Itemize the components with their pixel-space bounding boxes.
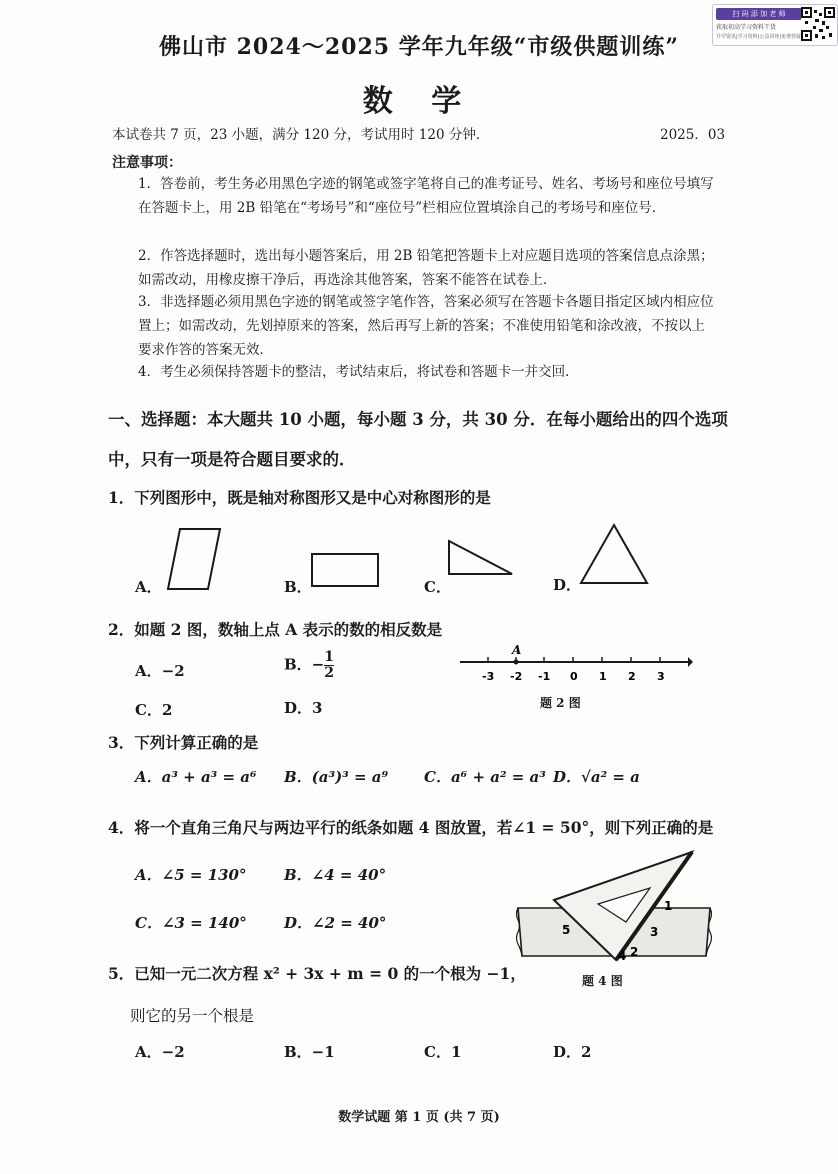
exam-date: 2025．03 [660,127,726,143]
denominator: 2 [324,665,334,681]
q2-option-c[interactable]: C．2 [135,701,173,719]
tick-label: 2 [628,670,636,683]
arrow-icon [688,657,693,667]
equilateral-triangle-figure [578,522,650,586]
tick-label: 3 [657,670,665,683]
parallelogram-figure [164,527,224,591]
angle-label: 5 [562,923,571,937]
notice-item: 1．答卷前，考生务必用黑色字迹的钢笔或签字笔将自己的准考证号、姓名、考场号和座位号填写在答题卡上，用 2B 铅笔在“考场号”和“座位号”栏相应位置填涂自己的考场号和座位号． [138,176,714,216]
figure-4-caption: 题 4 图 [582,974,623,988]
angle-label: 1 [664,899,673,913]
point-a [514,660,519,665]
q1-option-b-label[interactable]: B． [284,578,312,596]
triangle-ruler-figure [514,850,714,966]
fraction [324,650,334,681]
subject-title: 数 学 [362,84,476,119]
q2-option-b[interactable] [284,650,334,681]
page-footer: 数学试题 第 1 页 (共 7 页) [338,1110,500,1125]
q5-option-a[interactable]: A．−2 [135,1043,185,1061]
section-heading-cont: 中，只有一项是符合题目要求的． [108,450,356,469]
question-5-stem-cont: 则它的另一个根是 [130,1007,255,1025]
notice-item: 3．非选择题必须用黑色字迹的钢笔或签字笔作答，答案必须写在答题卡各题目指定区域内相应位置上；如需改动，先划掉原来的答案，然后再写上新的答案；不准使用铅笔和涂改液，不按以上要求作答的答案无效． [138,294,714,358]
angle-label: 3 [650,925,659,939]
q1-option-d-label[interactable]: D． [553,576,582,594]
rectangle-figure [310,552,382,590]
number-line-figure [456,640,696,686]
figure-2-caption: 题 2 图 [540,696,581,710]
notice-item: 4．考生必须保持答题卡的整洁，考试结束后，将试卷和答题卡一并交回． [138,364,579,380]
exam-title: 佛山市 2024～2025 学年九年级“市级供题训练” [158,34,680,60]
tick-label: -2 [510,670,523,683]
tick-label: -1 [538,670,551,683]
section-heading: 一、选择题：本大题共 10 小题，每小题 3 分，共 30 分．在每小题给出的四个选项 [108,410,728,429]
q3-option-c[interactable]: C．a⁶ + a² = a³ [424,768,546,786]
q3-option-a[interactable]: A．a³ + a³ = a⁶ [135,768,257,786]
promo-line-2: 升学资讯|学习资料|公益讲座|免费答疑 [716,34,802,40]
question-5-stem: 5．已知一元二次方程 x² + 3x + m = 0 的一个根为 −1， [108,964,526,983]
point-a-label: A [512,643,522,657]
question-1-stem: 1．下列图形中，既是轴对称图形又是中心对称图形的是 [108,488,491,507]
q1-option-a-label[interactable]: A． [135,578,162,596]
q3-option-b[interactable]: B．(a³)³ = a⁹ [284,768,389,786]
notice-item: 2．作答选择题时，选出每小题答案后，用 2B 铅笔把答题卡上对应题目选项的答案信息点涂黑；如需改动，用橡皮擦干净后，再选涂其他答案，答案不能答在试卷上． [138,248,714,288]
q5-option-d[interactable]: D．2 [553,1043,592,1061]
q5-option-b[interactable]: B．−1 [284,1043,335,1061]
promo-badge: 扫 码 添 加 老 师 [716,8,802,20]
angle-label: 2 [630,945,639,959]
question-2-stem: 2．如题 2 图，数轴上点 A 表示的数的相反数是 [108,620,443,639]
right-triangle-figure [446,538,516,578]
q4-option-b[interactable]: B．∠4 = 40° [284,866,387,884]
question-4-stem: 4．将一个直角三角尺与两边平行的纸条如题 4 图放置，若∠1 = 50°，则下列正确的是 [108,818,714,837]
tick-label: 0 [570,670,578,683]
q4-option-c[interactable]: C．∠3 = 140° [135,914,247,932]
q5-option-c[interactable]: C．1 [424,1043,462,1061]
q2-option-b-prefix: B．− [284,655,325,674]
tick-label: -3 [482,670,495,683]
q1-option-c-label[interactable]: C． [424,578,451,596]
question-3-stem: 3．下列计算正确的是 [108,733,259,752]
q4-option-d[interactable]: D．∠2 = 40° [284,914,387,932]
angle-label: 4 [618,949,627,963]
q4-option-a[interactable]: A．∠5 = 130° [135,866,247,884]
notice-heading: 注意事项： [112,155,182,171]
q2-option-a[interactable]: A．−2 [135,662,185,680]
promo-line-1: 获取初高学习资料干货 [716,24,777,31]
exam-info: 本试卷共 7 页，23 小题，满分 120 分，考试用时 120 分钟． [112,127,490,143]
q2-option-d[interactable]: D．3 [284,699,323,717]
q3-option-d[interactable]: D．√a² = a [553,768,640,786]
tick-label: 1 [599,670,607,683]
numerator: 1 [324,649,334,665]
